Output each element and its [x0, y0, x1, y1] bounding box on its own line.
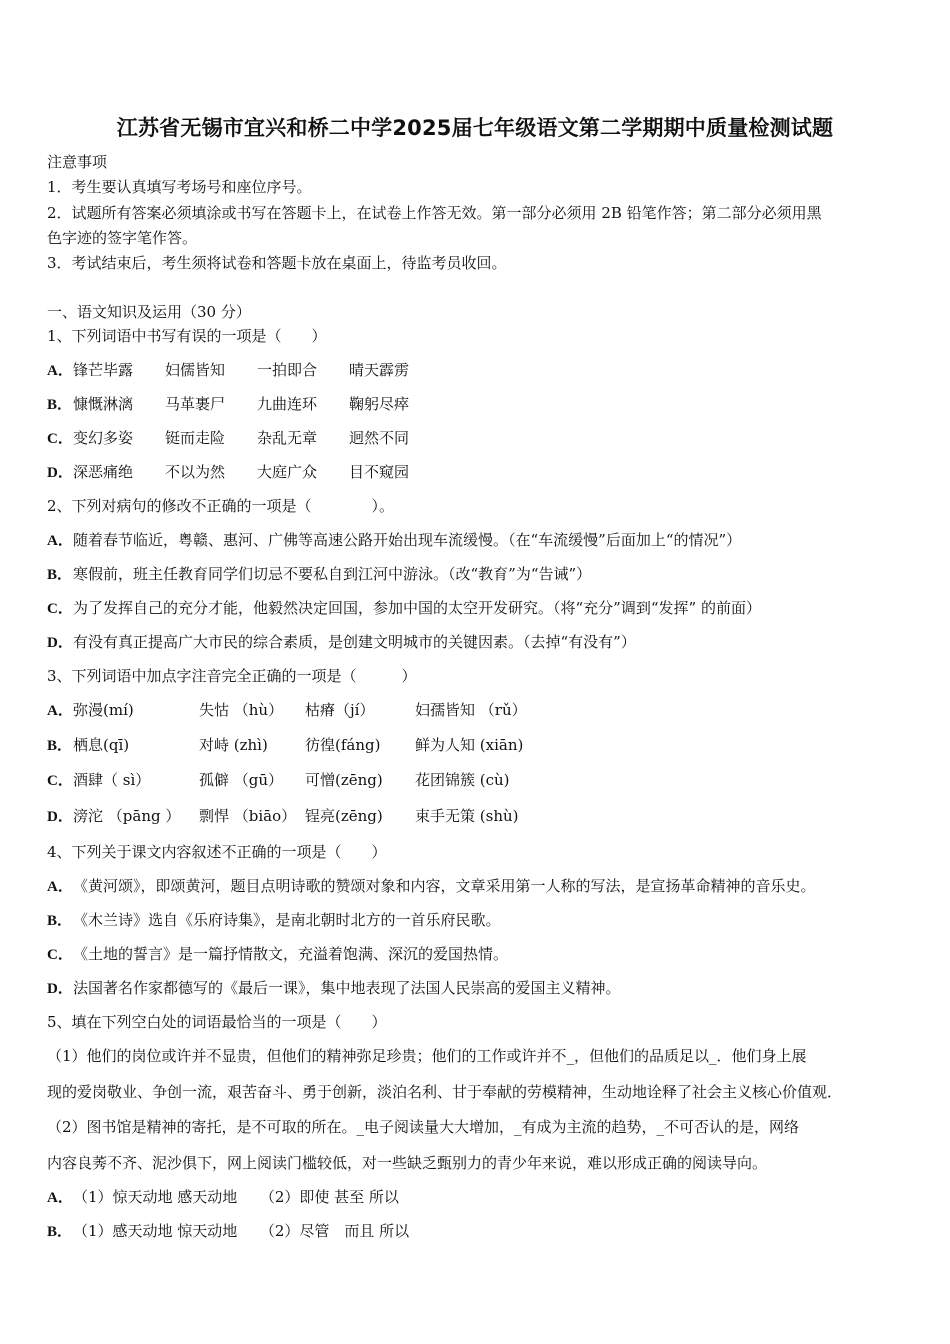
option-letter: A． [47, 703, 73, 719]
option-text: 《木兰诗》选自《乐府诗集》，是南北朝时北方的一首乐府民歌。 [73, 911, 501, 929]
option-text: 法国著名作家都德写的《最后一课》，集中地表现了法国人民崇高的爱国主义精神。 [73, 979, 621, 997]
option-row [47, 360, 907, 381]
option-word: 深恶痛绝 [73, 463, 134, 481]
option-letter: B． [47, 397, 73, 413]
option-word: 迥然不同 [349, 429, 410, 447]
option-letter: B． [47, 1224, 73, 1240]
option-row [47, 598, 907, 619]
option-text: 为了发挥自己的充分才能，他毅然决定回国，参加中国的太空开发研究。（将“充分”调到“发挥” 的前面） [73, 599, 761, 617]
option-word: 剽悍 （biāo） [199, 807, 297, 825]
option-word: 不以为然 [165, 463, 226, 481]
option-row [47, 530, 907, 551]
passage-line: 现的爱岗敬业、争创一流，艰苦奋斗、勇于创新，淡泊名利、甘于奉献的劳模精神，生动地诠释了社会主义核心价值观． [47, 1083, 843, 1101]
passage-line: 内容良莠不齐、泥沙俱下，网上阅读门槛较低，对一些缺乏甄别力的青少年来说，难以形成正确的阅读导向。 [47, 1154, 768, 1172]
option-row [47, 428, 907, 449]
option-letter: A． [47, 879, 73, 895]
option-text: 《土地的誓言》是一篇抒情散文，充溢着饱满、深沉的爱国热情。 [73, 945, 509, 963]
option-letter: C． [47, 601, 73, 617]
option-row [47, 394, 907, 415]
passage-line: （2）图书馆是精神的寄托，是不可取的所在。_电子阅读量大大增加，_有成为主流的趋势，_不可否认的是，网络 [47, 1118, 800, 1136]
option-letter: A． [47, 363, 73, 379]
option-letter: D． [47, 635, 73, 651]
option-word: 酒肆（ sì） [73, 771, 151, 789]
option-word: 妇孺皆知 （rǔ） [415, 701, 527, 719]
passage-line: （1）他们的岗位或许并不显贵，但他们的精神弥足珍贵；他们的工作或许并不_，但他们的品质足以_．他们身上展 [47, 1047, 807, 1065]
option-row [47, 910, 907, 931]
option-word: 鲜为人知 (xiān) [415, 736, 524, 754]
notice-item: 2．试题所有答案必须填涂或书写在答题卡上，在试卷上作答无效。第一部分必须用 2B 铅笔作答；第二部分必须用黑 [47, 204, 822, 222]
option-word: 目不窥园 [349, 463, 410, 481]
option-word: 一拍即合 [257, 361, 318, 379]
option-letter: B． [47, 913, 73, 929]
option-word: 弥漫(mí) [73, 701, 134, 719]
question-stem: 2、下列对病句的修改不正确的一项是（ ）。 [47, 497, 395, 515]
notice-item: 色字迹的签字笔作答。 [47, 229, 198, 247]
option-word: 可憎(zēng) [305, 771, 383, 789]
option-word: 变幻多姿 [73, 429, 134, 447]
option-letter: A． [47, 1190, 73, 1206]
option-word: 晴天霹雳 [349, 361, 410, 379]
option-word: 彷徨(fáng) [305, 736, 381, 754]
option-row [47, 978, 907, 999]
option-row [47, 806, 907, 827]
option-text: （1）感天动地 惊天动地 （2）尽管 而且 所以 [73, 1222, 410, 1240]
option-word: 鞠躬尽瘁 [349, 395, 410, 413]
question-stem: 3、下列词语中加点字注音完全正确的一项是（ ） [47, 667, 417, 685]
option-row [47, 700, 907, 721]
option-word: 栖息(qī) [73, 736, 130, 754]
question-stem: 1、下列词语中书写有误的一项是（ ） [47, 327, 327, 345]
option-row [47, 1221, 907, 1242]
option-text: 有没有真正提高广大市民的综合素质，是创建文明城市的关键因素。（去掉“有没有”） [73, 633, 636, 651]
option-text: 《黄河颂》，即颂黄河，题目点明诗歌的赞颂对象和内容，文章采用第一人称的写法，是宣扬革命精神的音乐史。 [73, 877, 816, 895]
option-letter: C． [47, 431, 73, 447]
option-letter: C． [47, 947, 73, 963]
option-row [47, 735, 907, 756]
option-row [47, 564, 907, 585]
option-word: 大庭广众 [257, 463, 318, 481]
notice-item: 1．考生要认真填写考场号和座位序号。 [47, 178, 312, 196]
option-word: 马革裹尸 [165, 395, 226, 413]
question-stem: 4、下列关于课文内容叙述不正确的一项是（ ） [47, 843, 387, 861]
option-row [47, 876, 907, 897]
option-letter: A． [47, 533, 73, 549]
option-text: （1）惊天动地 感天动地 （2）即使 甚至 所以 [73, 1188, 399, 1206]
option-word: 失怙 （hù） [199, 701, 284, 719]
option-word: 对峙 (zhì) [199, 736, 268, 754]
option-row [47, 632, 907, 653]
section-heading: 一、语文知识及运用（30 分） [47, 303, 251, 321]
question-stem: 5、填在下列空白处的词语最恰当的一项是（ ） [47, 1013, 387, 1031]
option-word: 铤而走险 [165, 429, 226, 447]
option-word: 锋芒毕露 [73, 361, 134, 379]
option-row [47, 462, 907, 483]
option-letter: D． [47, 465, 73, 481]
option-word: 滂沱 （pāng ） [73, 807, 181, 825]
option-letter: B． [47, 738, 73, 754]
option-letter: D． [47, 809, 73, 825]
option-row [47, 1187, 907, 1208]
option-word: 妇儒皆知 [165, 361, 226, 379]
option-word: 枯瘠（jí） [305, 701, 375, 719]
option-word: 孤僻 （gū） [199, 771, 284, 789]
option-letter: B． [47, 567, 73, 583]
option-text: 随着春节临近，粤赣、惠河、广佛等高速公路开始出现车流缓慢。（在“车流缓慢”后面加上“的情况”） [73, 531, 742, 549]
option-word: 花团锦簇 (cù) [415, 771, 510, 789]
notice-item: 3．考试结束后，考生须将试卷和答题卡放在桌面上，待监考员收回。 [47, 254, 507, 272]
option-word: 九曲连环 [257, 395, 318, 413]
page-title: 江苏省无锡市宜兴和桥二中学2025届七年级语文第二学期期中质量检测试题 [116, 116, 834, 140]
option-row [47, 944, 907, 965]
option-letter: C． [47, 773, 73, 789]
option-word: 慷慨淋漓 [73, 395, 134, 413]
option-word: 杂乱无章 [257, 429, 318, 447]
option-text: 寒假前，班主任教育同学们切忌不要私自到江河中游泳。（改“教育”为“告诫”） [73, 565, 592, 583]
option-row [47, 770, 907, 791]
notice-heading: 注意事项 [47, 153, 108, 171]
option-word: 锃亮(zēng) [305, 807, 383, 825]
option-letter: D． [47, 981, 73, 997]
option-word: 束手无策 (shù) [415, 807, 519, 825]
